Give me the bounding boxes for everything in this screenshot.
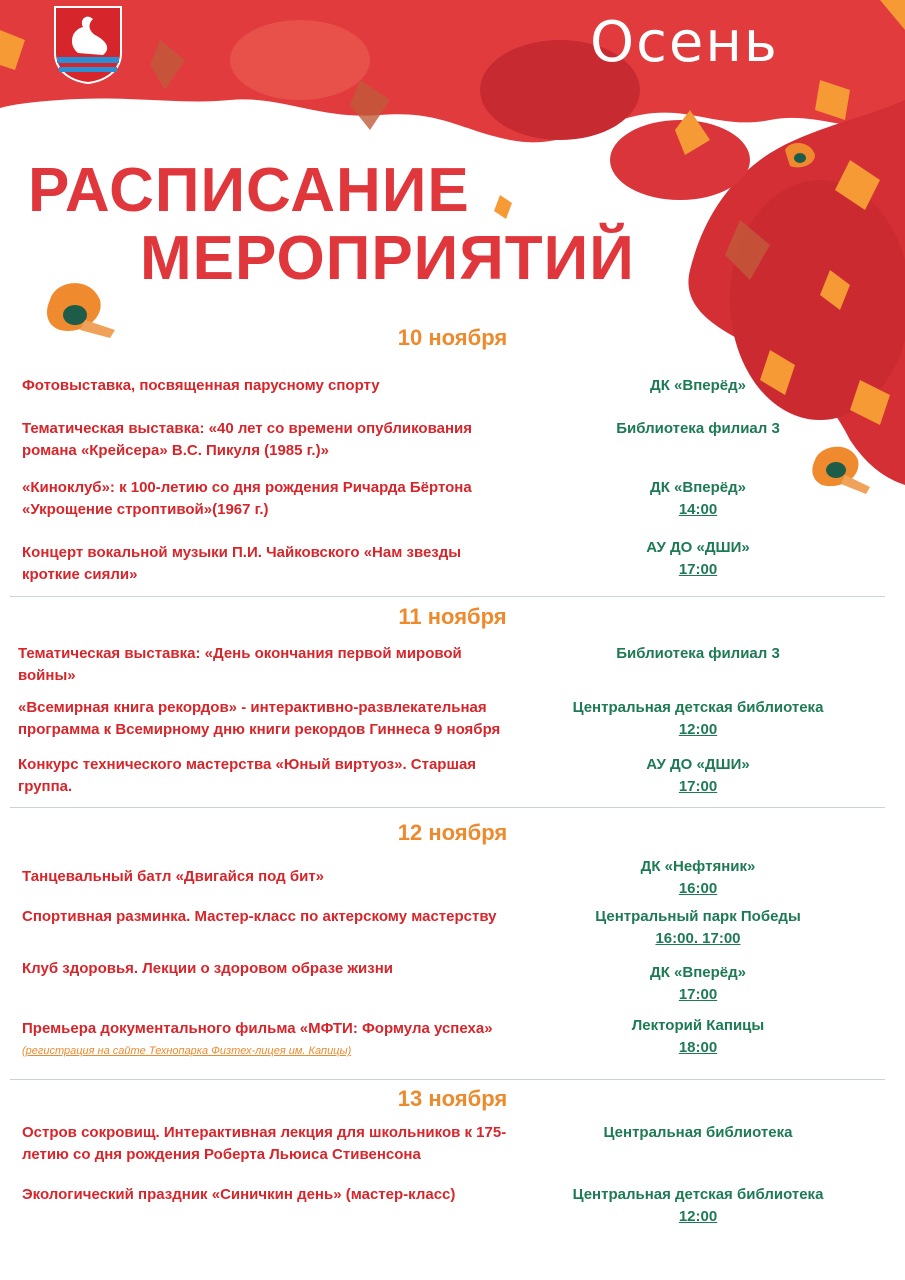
event-time: 17:00 — [678, 561, 718, 578]
event-title-text: «Киноклуб»: к 100-летию со дня рождения Ричарда Бёртона «Укрощение строптивой»(1967 г.) — [22, 479, 472, 518]
event-venue — [548, 697, 848, 741]
event-venue — [548, 643, 848, 665]
event-title-text: Остров сокровищ. Интерактивная лекция для школьников к 175-летию со дня рождения Роберта Льюиса Стивенсона — [22, 1124, 507, 1163]
event-time: 17:00 — [678, 986, 718, 1003]
venue-name: ДК «Вперёд» — [650, 964, 746, 981]
page-title-line-2: МЕРОПРИЯТИЙ — [140, 224, 635, 293]
event-title — [22, 477, 522, 521]
event-time: 12:00 — [678, 1208, 718, 1225]
date-heading: 12 ноября — [397, 820, 508, 845]
page-title-line-1: РАСПИСАНИЕ — [28, 156, 470, 225]
event-title — [22, 866, 522, 888]
venue-name: АУ ДО «ДШИ» — [646, 756, 750, 773]
venue-name: Центральная библиотека — [603, 1124, 793, 1141]
event-title — [22, 1018, 522, 1062]
event-time: 16:00. 17:00 — [655, 930, 741, 947]
event-title — [22, 1184, 522, 1206]
event-time: 17:00 — [678, 778, 718, 795]
event-title-text: Фотовыставка, посвященная парусному спорту — [22, 377, 380, 394]
event-venue — [548, 1015, 848, 1059]
venue-name: ДК «Вперёд» — [650, 479, 746, 496]
date-heading: 13 ноября — [397, 1086, 508, 1111]
event-title-text: «Всемирная книга рекордов» - интерактивно-развлекательная программа к Всемирному дню книги рекордов Гиннеса 9 ноября — [18, 699, 501, 738]
event-title-text: Спортивная разминка. Мастер-класс по актерскому мастерству — [22, 908, 497, 925]
event-venue — [548, 856, 848, 900]
venue-name: Библиотека филиал 3 — [616, 645, 780, 662]
day-separator — [10, 596, 885, 597]
registration-note[interactable]: (регистрация на сайте Технопарка Физтех-лицея им. Капицы) — [22, 1045, 352, 1057]
event-title-text: Клуб здоровья. Лекции о здоровом образе жизни — [22, 960, 393, 977]
event-time: 18:00 — [678, 1039, 718, 1056]
venue-name: Центральная детская библиотека — [572, 1186, 824, 1203]
venue-name: Лекторий Капицы — [631, 1017, 765, 1034]
event-title-text: Тематическая выставка: «40 лет со времени опубликования романа «Крейсера» В.С. Пикуля (1985 г.)» — [22, 420, 472, 459]
event-time: 16:00 — [678, 880, 718, 897]
venue-name: ДК «Вперёд» — [650, 377, 746, 394]
event-title — [22, 542, 522, 586]
event-title-text: Премьера документального фильма «МФТИ: Формула успеха» — [22, 1020, 493, 1037]
event-title-text: Тематическая выставка: «День окончания первой мировой войны» — [18, 645, 462, 684]
coat-of-arms — [53, 5, 123, 85]
event-venue — [548, 418, 848, 440]
venue-name: АУ ДО «ДШИ» — [646, 539, 750, 556]
event-title — [18, 697, 518, 741]
event-title — [18, 754, 518, 798]
event-venue — [548, 375, 848, 397]
event-venue — [548, 1122, 848, 1144]
event-venue — [548, 477, 848, 521]
event-venue — [548, 537, 848, 581]
event-time: 14:00 — [678, 501, 718, 518]
date-heading: 11 ноября — [398, 604, 507, 629]
venue-name: Библиотека филиал 3 — [616, 420, 780, 437]
event-title-text: Конкурс технического мастерства «Юный виртуоз». Старшая группа. — [18, 756, 477, 795]
date-heading: 10 ноября — [397, 325, 508, 350]
venue-name: ДК «Нефтяник» — [640, 858, 756, 875]
event-venue — [548, 906, 848, 950]
day-separator — [10, 807, 885, 808]
event-title — [22, 1122, 522, 1166]
event-venue — [548, 754, 848, 798]
event-title-text: Экологический праздник «Синичкин день» (мастер-класс) — [22, 1186, 456, 1203]
event-title-text: Концерт вокальной музыки П.И. Чайковского «Нам звезды кроткие сияли» — [22, 544, 462, 583]
event-title — [22, 958, 522, 980]
season-logo: Осень — [590, 10, 779, 75]
event-title-text: Танцевальный батл «Двигайся под бит» — [22, 868, 325, 885]
event-time: 12:00 — [678, 721, 718, 738]
day-separator — [10, 1079, 885, 1080]
event-title — [22, 418, 522, 462]
event-venue — [548, 1184, 848, 1228]
venue-name: Центральная детская библиотека — [572, 699, 824, 716]
venue-name: Центральный парк Победы — [595, 908, 801, 925]
event-title — [18, 643, 518, 687]
event-venue — [548, 962, 848, 1006]
event-title — [22, 375, 522, 397]
event-title — [22, 906, 522, 928]
